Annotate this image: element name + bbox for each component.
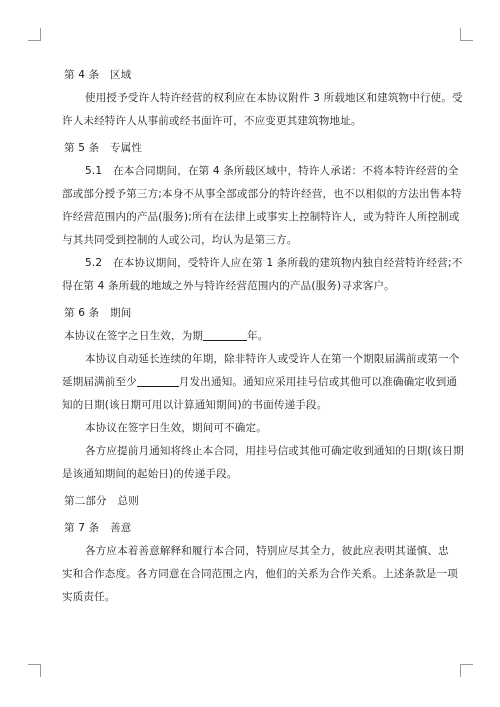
article-6-p4-line-2: 是该通知期间的起始日)的传递手段。 — [62, 468, 238, 480]
article-6-p1-text-a: 本协议在签字之日生效，为期 — [64, 330, 204, 342]
article-6-paragraph-3: 本协议在签字日生效，期间可不确定。 — [85, 422, 267, 434]
article-4-heading: 第 4 条 区域 — [64, 69, 132, 81]
article-7-line-2: 实和合作态度。各方同意在合同范围之内，他们的关系为合作关系。上述条款是一项 — [62, 568, 458, 580]
clause-5-2-line-1: 5.2 在本协议期间，受特许人应在第 1 条所载的建筑物内独自经营特许经营;不 — [85, 257, 463, 269]
notice-months-blank — [137, 374, 179, 387]
article-6-p2-text-b: 月发出通知。通知应采用挂号信或其他可以准确确定收到通 — [178, 376, 458, 388]
article-6-p2-line-3: 知的日期(该日期可用以计算通知期间)的书面传递手段。 — [62, 399, 328, 411]
clause-5-1-line-4: 与其共同受到控制的人或公司，均认为是第三方。 — [62, 234, 298, 246]
article-6-paragraph-1 — [62, 325, 440, 348]
article-6-p2-line-1: 本协议自动延长连续的年期，除非特许人或受许人在第一个期限届满前或第一个 — [85, 353, 460, 365]
article-7-line-3: 实质责任。 — [62, 591, 116, 603]
clause-5-1-line-1: 5.1 在本合同期间，在第 4 条所载区域中，特许人承诺：不将本特许经营的全 — [85, 165, 459, 177]
article-7-line-1: 各方应本着善意解释和履行本合同，特别应尽其全力，彼此应表明其谨慎、忠 — [85, 545, 449, 557]
crop-mark-bottom-right — [460, 664, 473, 677]
crop-mark-top-left — [28, 28, 41, 41]
article-4-line-2: 许人未经特许人从事前或经书面许可，不应变更其建筑物地址。 — [62, 115, 362, 127]
article-4-line-1: 使用授予受许人特许经营的权利应在本协议附件 3 所载地区和建筑物中行使。受 — [85, 92, 463, 104]
clause-5-2-line-2: 得在第 4 条所载的地域之外与特许经营范围内的产品(服务)寻求客户。 — [62, 280, 395, 292]
article-6-heading: 第 6 条 期间 — [64, 307, 132, 319]
crop-mark-top-right — [460, 28, 473, 41]
term-years-blank — [203, 328, 247, 341]
article-6-p4-line-1: 各方应提前月通知将终止本合同，用挂号信或其他可确定收到通知的日期(该日期 — [85, 445, 464, 457]
clause-5-1-line-2: 部或部分授予第三方;本身不从事全部或部分的特许经营，也不以相似的方法出售本特 — [62, 188, 462, 200]
article-5-heading: 第 5 条 专属性 — [64, 142, 143, 154]
clause-5-1-line-3: 许经营范围内的产品(服务);所有在法律上或事实上控制特许人，或为特许人所控制或 — [62, 211, 460, 223]
article-7-heading: 第 7 条 善意 — [64, 522, 132, 534]
part-2-heading: 第二部分 总则 — [64, 495, 139, 507]
article-6-p2-line-2 — [62, 371, 458, 394]
article-6-p2-text-a: 延期届满前至少 — [62, 376, 137, 388]
article-6-p1-text-b: 年。 — [247, 330, 269, 342]
document-body — [62, 64, 464, 609]
crop-mark-bottom-left — [28, 664, 41, 677]
